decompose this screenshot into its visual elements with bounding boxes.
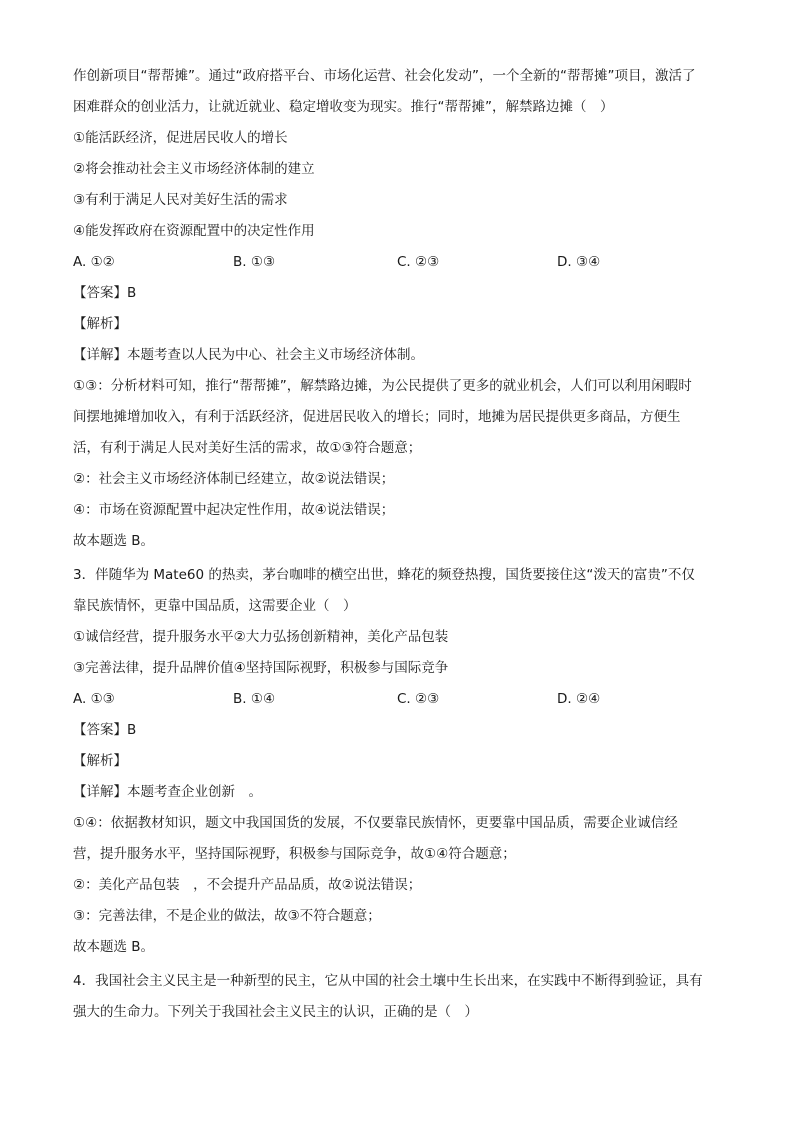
q2-option-a: A. ①② <box>73 254 115 270</box>
q3-stem-line-1: 3．伴随华为 Mate60 的热卖，茅台咖啡的横空出世，蜂花的频登热搜，国货要接住这“泼天的富贵”不仅 <box>73 567 695 583</box>
q4-stem-line-1: 4．我国社会主义民主是一种新型的民主，它从中国的社会土壤中生长出来，在实践中不断得到验证，具有 <box>73 973 703 989</box>
q2-detail-line-5: ②：社会主义市场经济体制已经建立，故②说法错误； <box>73 471 395 487</box>
q2-detail-line-6: ④：市场在资源配置中起决定性作用，故④说法错误； <box>73 502 395 518</box>
q2-detail-line-1: 【详解】本题考查以人民为中心、社会主义市场经济体制。 <box>73 347 424 363</box>
q2-analysis-label: 【解析】 <box>73 316 127 332</box>
q2-answer: 【答案】B <box>73 285 137 301</box>
q3-analysis-label: 【解析】 <box>73 753 127 769</box>
q3-detail-line-4: ②：美化产品包装 ，不会提升产品品质，故②说法错误； <box>73 877 422 893</box>
q2-detail-line-3: 间摆地摊增加收入，有利于活跃经济，促进居民收入的增长；同时，地摊为居民提供更多商品，方便生 <box>73 409 681 425</box>
q4-stem-line-2: 强大的生命力。下列关于我国社会主义民主的认识，正确的是（ ） <box>73 1004 478 1020</box>
q2-stem-line-2: 困难群众的创业活力，让就近就业、稳定增收变为现实。推行“帮帮摊”，解禁路边摊（ ） <box>73 99 614 115</box>
q3-answer: 【答案】B <box>73 722 137 738</box>
q2-statement-2: ②将会推动社会主义市场经济体制的建立 <box>73 161 315 177</box>
q2-statement-1: ①能活跃经济，促进居民收人的增长 <box>73 130 288 146</box>
q2-statement-3: ③有利于满足人民对美好生活的需求 <box>73 192 288 208</box>
q2-options <box>73 252 723 272</box>
q2-option-b: B. ①③ <box>233 254 276 270</box>
q3-statement-1: ①诚信经营，提升服务水平②大力弘扬创新精神，美化产品包装 <box>73 629 449 645</box>
q2-stem-line-1: 作创新项目“帮帮摊”。通过“政府搭平台、市场化运营、社会化发动”，一个全新的“帮帮摊”项目，激活了 <box>73 68 696 84</box>
q2-option-c: C. ②③ <box>397 254 440 270</box>
q3-detail-line-3: 营，提升服务水平，坚持国际视野，积极参与国际竞争，故①④符合题意； <box>73 846 516 862</box>
q3-detail-line-5: ③：完善法律，不是企业的做法，故③不符合题意； <box>73 908 381 924</box>
q3-statement-2: ③完善法律，提升品牌价值④坚持国际视野，积极参与国际竞争 <box>73 660 449 676</box>
q2-detail-line-2: ①③：分析材料可知，推行“帮帮摊”，解禁路边摊，为公民提供了更多的就业机会，人们可以利用闲暇时 <box>73 378 692 394</box>
q2-detail-line-4: 活，有利于满足人民对美好生活的需求，故①③符合题意； <box>73 440 422 456</box>
q3-detail-line-1: 【详解】本题考查企业创新 。 <box>73 784 262 800</box>
q3-detail-line-6: 故本题选 B。 <box>73 939 155 955</box>
q3-options <box>73 689 723 709</box>
q3-option-b: B. ①④ <box>233 691 276 707</box>
q3-stem-line-2: 靠民族情怀，更靠中国品质，这需要企业（ ） <box>73 598 357 614</box>
q2-detail-line-7: 故本题选 B。 <box>73 533 155 549</box>
q2-option-d: D. ③④ <box>557 254 601 270</box>
q3-detail-line-2: ①④：依据教材知识，题文中我国国货的发展，不仅要靠民族情怀，更要靠中国品质，需要企业诚信经 <box>73 815 678 831</box>
q3-option-a: A. ①③ <box>73 691 115 707</box>
q3-option-d: D. ②④ <box>557 691 601 707</box>
q2-statement-4: ④能发挥政府在资源配置中的决定性作用 <box>73 223 315 239</box>
q3-option-c: C. ②③ <box>397 691 440 707</box>
